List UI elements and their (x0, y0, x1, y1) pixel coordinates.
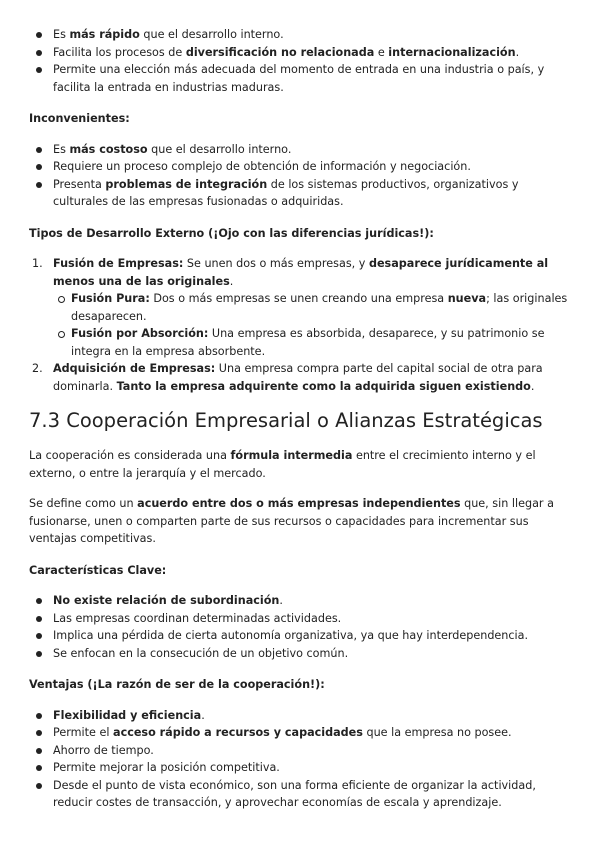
tipos-heading: Tipos de Desarrollo Externo (¡Ojo con las diferencias jurídicas!): (29, 226, 434, 240)
paragraph: Se define como un acuerdo entre dos o más empresas independientes que, sin llegar a fusionarse, unen o comparten parte de sus recursos o capacidades para incrementar sus ventajas competitivas. (29, 497, 554, 545)
list-item: Permite una elección más adecuada del momento de entrada en una industria o país, y facilita la entrada en industrias maduras. (29, 61, 575, 96)
list-item: Fusión Pura: Dos o más empresas se unen creando una empresa nueva; las originales desaparecen. (53, 290, 575, 325)
list-item: Es más rápido que el desarrollo interno. (29, 26, 575, 44)
list-number: 2. (32, 362, 43, 375)
document-page (29, 26, 575, 812)
ventajas-heading: Ventajas (¡La razón de ser de la cooperación!): (29, 678, 325, 691)
list-item: Se enfocan en la consecución de un objetivo común. (29, 645, 575, 663)
list-item: Implica una pérdida de cierta autonomía organizativa, ya que hay interdependencia. (29, 627, 575, 645)
list-item: 2. Adquisición de Empresas: Una empresa compra parte del capital social de otra para dominarla. Tanto la empresa adquirente como la adquirida siguen existiendo. (32, 362, 543, 393)
fusion-subtypes-list (53, 290, 575, 360)
inconvenientes-list (29, 141, 575, 211)
tipos-list (29, 255, 575, 395)
list-number: 1. (32, 257, 43, 270)
list-item: Desde el punto de vista económico, son una forma eficiente de organizar la actividad, reducir costes de transacción, y aprovechar economías de escala y aprendizaje. (29, 777, 575, 812)
caracteristicas-list (29, 592, 575, 662)
list-item: Flexibilidad y eficiencia. (29, 707, 575, 725)
list-item: No existe relación de subordinación. (29, 592, 575, 610)
list-item: Facilita los procesos de diversificación no relacionada e internacionalización. (29, 44, 575, 62)
list-item: Ahorro de tiempo. (29, 742, 575, 760)
caracteristicas-heading: Características Clave: (29, 563, 167, 577)
ventajas-list (29, 707, 575, 812)
list-item: Permite mejorar la posición competitiva. (29, 759, 575, 777)
list-item: Es más costoso que el desarrollo interno. (29, 141, 575, 159)
ventajas-desarrollo-externo-list (29, 26, 575, 96)
list-item: Fusión por Absorción: Una empresa es absorbida, desaparece, y su patrimonio se integra en la empresa absorbente. (53, 325, 575, 360)
paragraph: La cooperación es considerada una fórmula intermedia entre el crecimiento interno y el externo, o entre la jerarquía y el mercado. (29, 449, 536, 480)
list-item: 1. Fusión de Empresas: Se unen dos o más empresas, y desaparece jurídicamente al menos una de las originales. Fusión Pura: Dos o más empresas se unen creando una empresa nueva; las originales desaparecen. Fusión por Absorción: Una empresa es absorbida, desaparece, y su patrimonio se integra en la empresa absorbente. (29, 255, 575, 360)
section-title: 7.3 Cooperación Empresarial o Alianzas Estratégicas (29, 409, 543, 432)
list-item: Requiere un proceso complejo de obtención de información y negociación. (29, 158, 575, 176)
inconvenientes-heading: Inconvenientes: (29, 112, 130, 125)
list-item: Las empresas coordinan determinadas actividades. (29, 610, 575, 628)
list-item: Presenta problemas de integración de los sistemas productivos, organizativos y culturales de las empresas fusionadas o adquiridas. (29, 176, 575, 211)
list-item: Permite el acceso rápido a recursos y capacidades que la empresa no posee. (29, 724, 575, 742)
